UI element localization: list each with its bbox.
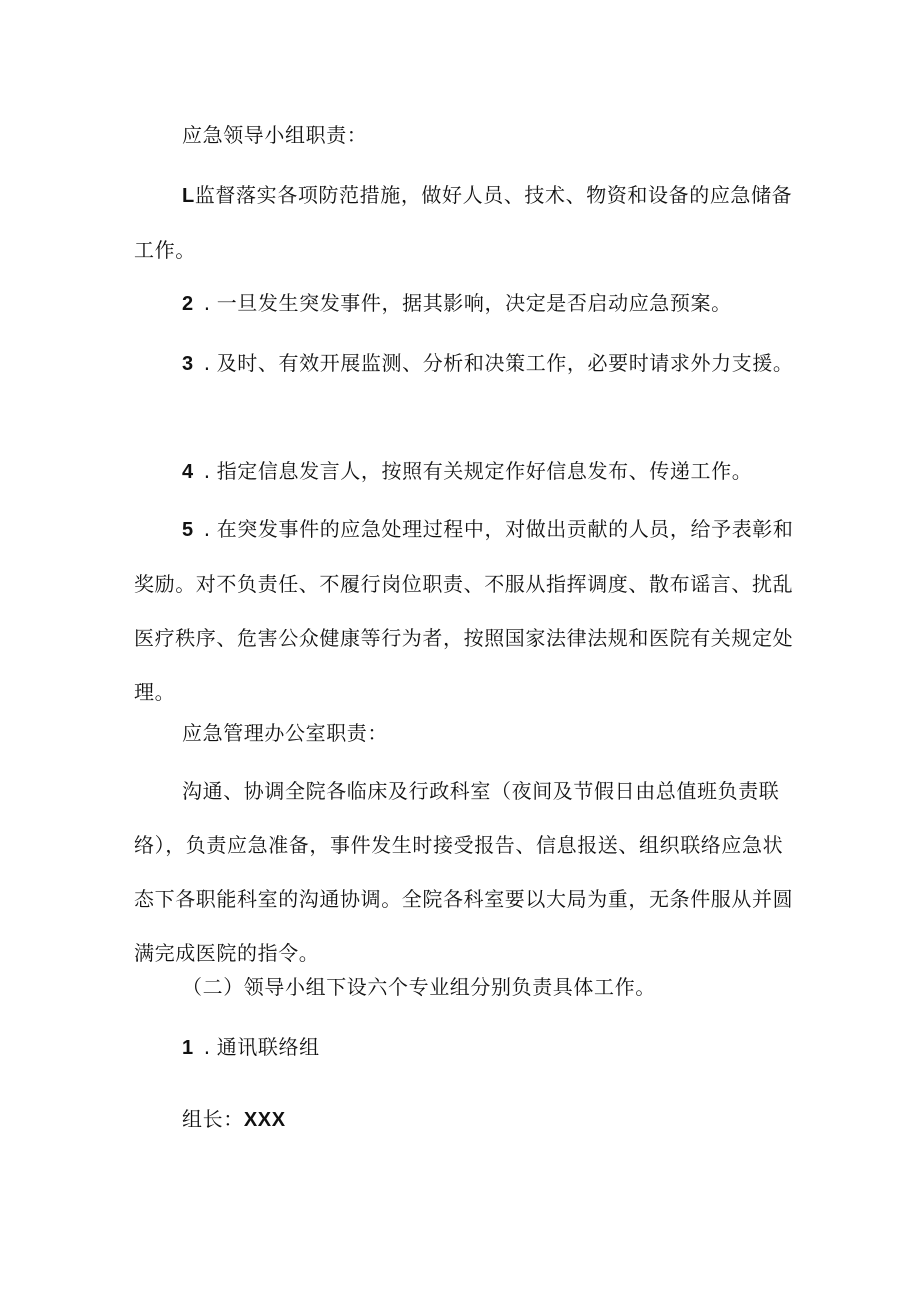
item-3-separator: . [203,351,211,375]
leader-name: XXX [243,1109,286,1131]
heading-office-text: 应急管理办公室职责： [182,721,388,745]
group-1-heading [134,1020,794,1075]
leader-label: 组长： [182,1107,244,1131]
duty-item-2 [134,276,794,331]
duty-item-4 [134,444,794,499]
item-1-marker: L [182,185,195,207]
group-1-separator: . [203,1035,211,1059]
office-text: 沟通、协调全院各临床及行政科室（夜间及节假日由总值班负责联络），负责应急准备，事件发生时接受报告、信息报送、组织联络应急状态下各职能科室的沟通协调。全院各科室要以大局为重，无条件服从并圆满完成医院的指令。 [134,779,794,965]
item-5-number: 5 [182,519,194,541]
section-two-heading [134,960,794,1014]
item-5-separator: . [203,517,211,541]
duty-item-1 [134,168,794,277]
item-4-text: 指定信息发言人，按照有关规定作好信息发布、传递工作。 [216,459,753,483]
item-3-text: 及时、有效开展监测、分析和决策工作，必要时请求外力支援。 [216,351,794,375]
section-two-text: （二）领导小组下设六个专业组分别负责具体工作。 [182,975,656,999]
item-4-number: 4 [182,461,194,483]
item-2-text: 一旦发生突发事件，据其影响，决定是否启动应急预案。 [216,291,732,315]
group-1-title: 通讯联络组 [216,1035,320,1059]
office-duties-text [134,764,794,980]
item-3-number: 3 [182,353,194,375]
item-2-separator: . [203,291,211,315]
heading-office-duties [134,706,794,760]
heading-leadership-duties [134,108,794,162]
item-2-number: 2 [182,293,194,315]
item-4-separator: . [203,459,211,483]
item-1-text: 监督落实各项防范措施，做好人员、技术、物资和设备的应急储备工作。 [134,183,793,262]
duty-item-5 [134,502,794,719]
group-leader-line [134,1092,794,1147]
heading-leadership-text: 应急领导小组职责： [182,123,368,147]
group-1-number: 1 [182,1037,194,1059]
item-5-text: 在突发事件的应急处理过程中，对做出贡献的人员，给予表彰和奖励。对不负责任、不履行岗位职责、不服从指挥调度、散布谣言、扰乱医疗秩序、危害公众健康等行为者，按照国家法律法规和医院有关规定处理。 [134,517,794,704]
duty-item-3 [134,336,794,391]
